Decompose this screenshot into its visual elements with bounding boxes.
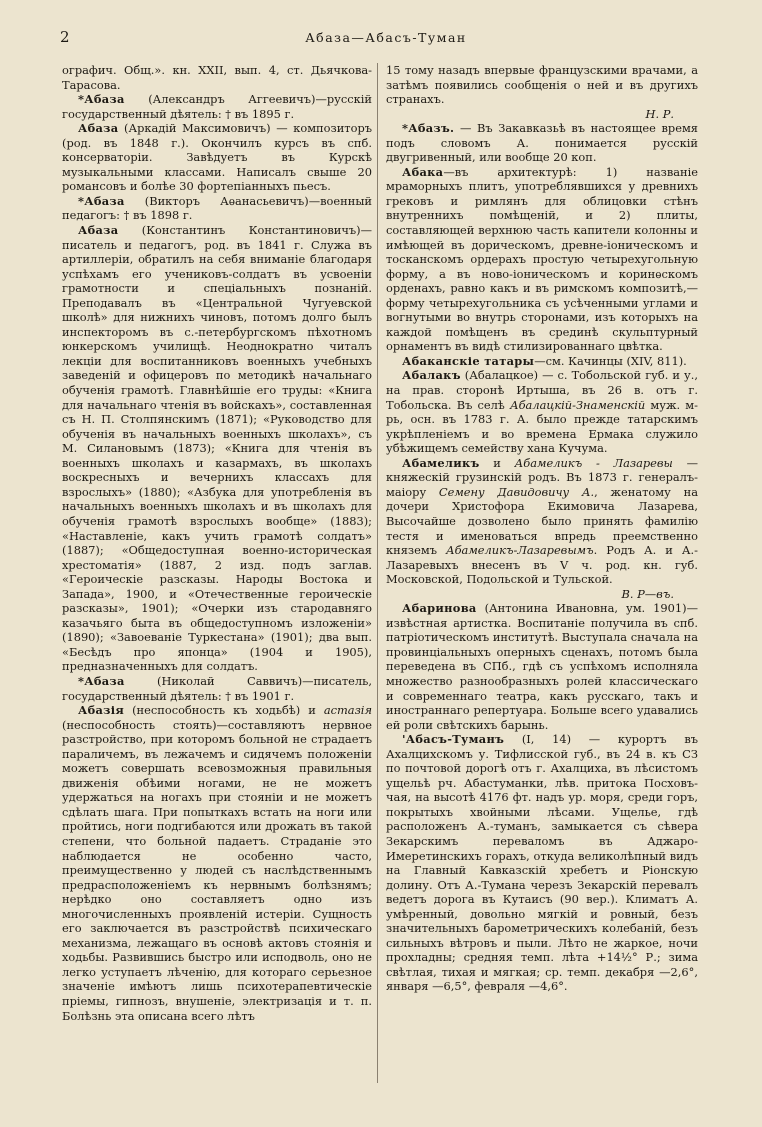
italic-text: Абалацкій-Знаменскій: [509, 397, 646, 412]
entry-text: —см. Качинцы (XIV, 811).: [534, 353, 687, 368]
entry-text: (I, 14) — курортъ въ Ахалцихскомъ у. Тифлисской губ., въ 24 в. къ СЗ по почтовой дорогѣ отъ г. Ахалциха, въ лѣсистомъ ущельѣ рч. Абастуманки, лѣв. притока Посховъ-чая, на высотѣ 4176 фт. надъ ур. моря, среди горъ, покрытыхъ хвойными лѣсами. Ущелье, гдѣ расположенъ А.-туманъ, замыкается съ сѣвера Зекарскимъ переваломъ въ Аджаро-Имеретинскихъ горахъ, откуда великолѣпный видъ на Главный Кавказскій хребетъ и Ріонскую долину. Отъ А.-Тумана черезъ Зекарскій перевалъ ведетъ дорога въ Кутаисъ (90 вер.). Климатъ А. умѣренный, довольно мягкій и ровный, безъ значительныхъ барометрическихъ колебаній, безъ сильныхъ вѣтровъ и пыли. Лѣто не жаркое, ночи прохладны; средняя темп. лѣта +14½° Р.; зима свѣтлая, тихая и мягкая; ср. темп. декабря —2,6°, января —6,5°, февраля —4,6°.: [386, 732, 698, 994]
article-entry: [386, 368, 698, 455]
entry-text: (Абалацкое) — с. Тобольской губ. и у., на прав. сторонѣ Иртыша, въ 26 в. отъ г. Тобольска. Въ селѣ: [386, 368, 698, 412]
italic-text: Абамеликъ - Лазаревы: [514, 455, 673, 470]
article-entry: [62, 63, 372, 92]
italic-text: В. Р—въ.: [621, 586, 674, 601]
entry-text: (Антонина Ивановна, ум. 1901)—извѣстная артистка. Воспитаніе получила въ спб. патріотическомъ институтѣ. Выступала сначала на провинціальныхъ оперныхъ сценахъ, потомъ была переведена въ СПб., гдѣ съ успѣхомъ исполняла множество разнообразныхъ ролей классическаго и современнаго театра, какъ русскаго, такъ и иностраннаго репертуара. Больше всего удавались ей роли свѣтскихъ барынь.: [386, 601, 698, 732]
entry-text: и: [479, 455, 515, 470]
article-entry: [62, 194, 372, 223]
entry-text: (Николай Саввичъ)—писатель, государственный дѣятель: † въ 1901 г.: [62, 673, 372, 703]
right-column: [386, 63, 698, 994]
author-signature: [386, 587, 698, 602]
entry-text: —въ архитектурѣ: 1) названіе мраморныхъ плитъ, употреблявшихся у древнихъ грековъ и римлянъ для облицовки стѣнъ внутреннихъ помѣщеній, и 2) плиты, составляющей верхнюю часть капители колонны и имѣющей въ дорическомъ, древне-іоническомъ и тосканскомъ ордерахъ простую четырехугольную форму, а въ ново-іоническомъ и коринѳскомъ орденахъ, равно какъ и въ римскомъ композитѣ,—форму четырехугольника съ усѣченными углами и вогнутыми во внутрь сторонами, изъ которыхъ на каждой помѣщенъ въ срединѣ скульптурный орнаментъ въ видѣ стилизированнаго цвѣтка.: [386, 164, 698, 354]
entry-text: (неспособность къ ходьбѣ) и: [124, 703, 324, 718]
entry-headword: *Абаза: [78, 92, 125, 107]
italic-text: Н. Р.: [645, 106, 674, 121]
entry-headword: Абака: [402, 164, 444, 179]
entry-text: — княжескій грузинскій родъ. Въ 1873 г. генералъ-маіору: [386, 455, 698, 499]
entry-headword: *Абазъ.: [402, 121, 455, 136]
entry-text: 15 тому назадъ впервые французскими врачами, а затѣмъ появились сообщенія о ней и въ другихъ странахъ.: [386, 63, 698, 107]
article-entry: [386, 732, 698, 994]
article-entry: [386, 63, 698, 107]
article-entry: [62, 92, 372, 121]
author-signature: [386, 107, 698, 122]
entry-headword: 'Абасъ-Туманъ: [402, 732, 505, 747]
entry-text: , женатому на дочери Христофора Екимовича Лазарева, Высочайше дозволено было принять фамилію тестя и именоваться впредь преемственно княземъ: [386, 484, 698, 558]
article-entry: [386, 601, 698, 732]
article-entry: [62, 703, 372, 1023]
entry-headword: Абалакъ: [402, 368, 461, 383]
article-entry: [62, 674, 372, 703]
entry-headword: *Абаза: [78, 673, 125, 688]
entry-text: — Въ Закавказьѣ въ настоящее время подъ словомъ А. понимается русскій двугривенный, или вообще 20 коп.: [386, 121, 698, 165]
entry-text: (неспособность стоять)—составляютъ нервное разстройство, при которомъ больной не страдаетъ параличемъ, въ лежачемъ и сидячемъ положеніи можетъ совершать всевозможныя правильныя движенія обѣими ногами, не не можетъ удержаться на ногахъ при стояніи и не можетъ сдѣлать шага. При попыткахъ встать на ноги или пройтись, ноги подгибаются или дрожать въ такой степени, что больной падаетъ. Страданіе это наблюдается не особенно часто, преимущественно у людей съ наслѣдственнымъ предрасположеніемъ къ нервнымъ болѣзнямъ; нерѣдко оно составляетъ одно изъ многочисленныхъ проявленій истеріи. Сущность его заключается въ разстройствѣ психическаго механизма, лежащаго въ основѣ актовъ стоянія и ходьбы. Развившись быстро или исподволь, оно не легко уступаетъ лѣченію, для котораго серьезное значеніе имѣютъ лишь психотерапевтическіе пріемы, гипнозъ, внушеніе, электризація и т. п. Болѣзнь эта описана всего лѣтъ: [62, 717, 372, 1023]
entry-text: (Аркадій Максимовичъ) — композиторъ (род. въ 1848 г.). Окончилъ курсъ въ спб. консерваторіи. Завѣдуетъ въ Курскѣ музыкальными классами. Написалъ свыше 20 романсовъ и болѣе 30 фортепіанныхъ пьесъ.: [62, 121, 372, 194]
entry-text: (Константинъ Константиновичъ)—писатель и педагогъ, род. въ 1841 г. Служа въ артиллеріи, обратилъ на себя вниманіе благодаря успѣхамъ его учениковъ-солдатъ въ усвоеніи грамотности и спеціальныхъ познаній. Преподавалъ въ «Центральной Чугуевской школѣ» для нижнихъ чиновъ, потомъ долго былъ инспекторомъ въ с.-петербургскомъ пѣхотномъ юнкерскомъ училищѣ. Неоднократно читалъ лекціи для воспитанниковъ военныхъ учебныхъ заведеній и офицеровъ по методикѣ начальнаго обученія грамотѣ. Главнѣйшіе его труды: «Книга для начальнаго чтенія въ войскахъ», составленная съ Н. П. Столпянскимъ (1871); «Руководство для обученія въ начальныхъ военныхъ школахъ», съ М. Силановымъ (1873); «Книга для чтенія въ военныхъ школахъ и казармахъ, въ школахъ воскресныхъ и вечернихъ классахъ для взрослыхъ» (1880); «Азбука для употребленія въ начальныхъ военныхъ школахъ и въ школахъ для обученія грамотѣ взрослыхъ вообще» (1883); «Наставленіе, какъ учить грамотѣ солдатъ» (1887); «Общедоступная военно-историческая хрестоматія» (1887, 2 изд. подъ заглав. «Героическіе разсказы. Народы Востока и Запада», 1900, и «Отечественные героическіе разсказы», 1901); «Очерки изъ стародавняго казачьяго быта въ общедоступномъ изложеніи» (1890); «Завоеваніе Туркестана» (1901); два вып. «Бесѣдъ про японца» (1904 и 1905), предназначенныхъ для солдатъ.: [62, 223, 372, 674]
italic-text: астазія: [323, 703, 372, 718]
article-entry: [386, 165, 698, 354]
article-entry: [386, 121, 698, 165]
article-entry: [386, 456, 698, 587]
entry-text: (Александръ Аггеевичъ)—русскій государственный дѣятель: † въ 1895 г.: [62, 92, 372, 121]
running-title: Абаза—Абасъ-Туман: [305, 30, 467, 45]
entry-headword: Абаза: [78, 121, 119, 136]
page-number: 2: [60, 28, 70, 46]
italic-text: Семену Давидовичу А.: [438, 484, 595, 499]
article-entry: [62, 223, 372, 674]
article-entry: [386, 354, 698, 369]
entry-text: ографич. Общ.». кн. XXII, вып. 4, ст. Дьячкова-Тарасова.: [62, 63, 372, 92]
entry-headword: Абазія: [78, 703, 125, 718]
article-entry: [62, 121, 372, 194]
entry-headword: Абаза: [78, 223, 119, 238]
entry-text: муж. м-рь, осн. въ 1783 г. А. было прежде татарскимъ укрѣпленіемъ и во времена Ермака служило убѣжищемъ семейству хана Кучума.: [386, 397, 698, 456]
entry-headword: Абамеликъ: [402, 455, 480, 470]
italic-text: Абамеликъ-Лазаревымъ: [445, 543, 594, 558]
page-header: [40, 28, 732, 50]
entry-headword: Абаринова: [402, 601, 477, 616]
entry-text: . Родъ А. и А.-Лазаревыхъ внесенъ въ V ч. род. кн. губ. Московской, Подольской и Тульской.: [386, 543, 698, 587]
column-divider: [377, 63, 378, 1083]
left-column: [62, 63, 372, 1023]
entry-headword: *Абаза: [78, 193, 125, 208]
entry-headword: Абаканскіе татары: [402, 353, 535, 368]
entry-text: (Викторъ Аѳанасьевичъ)—военный педагогъ: † въ 1898 г.: [62, 193, 372, 223]
